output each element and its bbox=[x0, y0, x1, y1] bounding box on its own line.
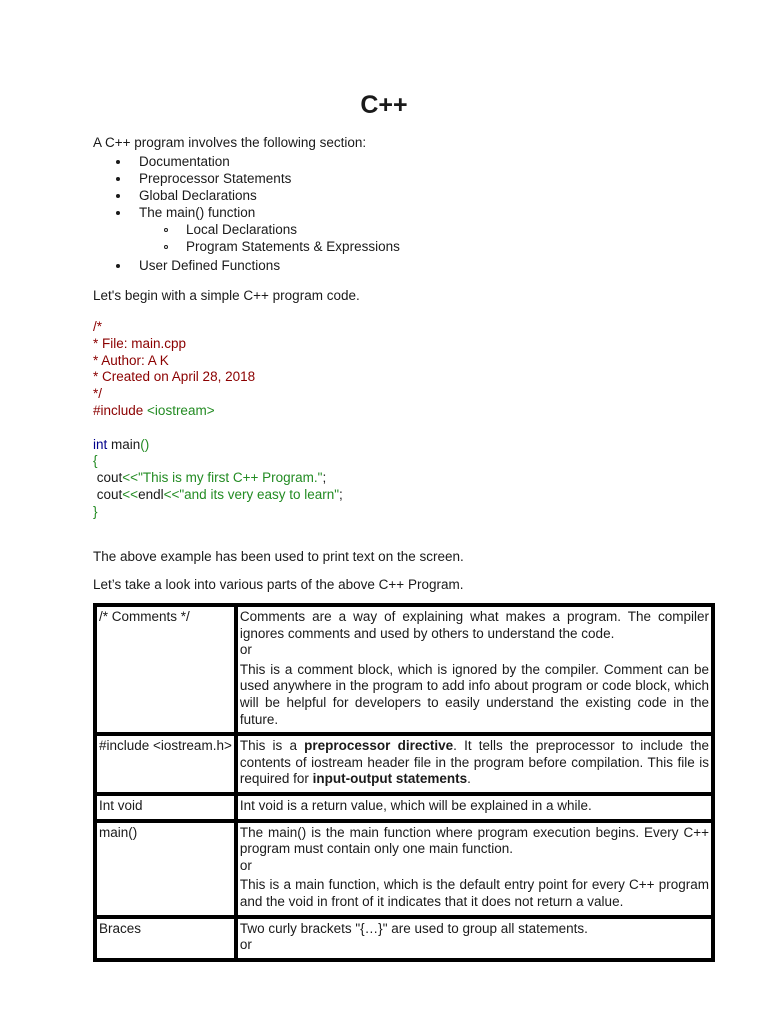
sub-list-item: Local Declarations bbox=[93, 221, 400, 238]
list-item: Documentation bbox=[93, 153, 400, 170]
code-include-keyword: #include bbox=[93, 402, 148, 418]
description-fragment: This is a bbox=[239, 738, 305, 754]
list-item: Global Declarations bbox=[93, 187, 400, 204]
table-row bbox=[96, 916, 712, 959]
code-cout: cout bbox=[93, 486, 123, 502]
list-item: Preprocessor Statements bbox=[93, 170, 400, 187]
code-operator: << bbox=[122, 486, 139, 502]
or-text: or bbox=[239, 642, 252, 658]
code-cout: cout bbox=[93, 470, 123, 486]
program-parts-table bbox=[93, 603, 715, 962]
code-sample bbox=[93, 319, 343, 521]
description-text bbox=[240, 738, 709, 788]
code-main-name: main bbox=[107, 436, 141, 452]
or-text: or bbox=[239, 937, 252, 953]
description-text: Int void is a return value, which will be explained in a while. bbox=[239, 797, 592, 813]
table-row bbox=[96, 606, 712, 733]
sub-list-item: Program Statements & Expressions bbox=[93, 238, 400, 255]
description-cell bbox=[237, 606, 712, 733]
description-cell bbox=[237, 916, 712, 959]
code-comment-line: */ bbox=[93, 386, 103, 402]
code-int-keyword: int bbox=[93, 436, 108, 452]
code-endl: endl bbox=[138, 486, 164, 502]
code-main-parens: () bbox=[140, 436, 150, 452]
term-cell: Int void bbox=[96, 793, 237, 820]
code-comment-line: /* bbox=[93, 319, 103, 334]
description-cell bbox=[237, 793, 712, 820]
description-bold: input-output statements bbox=[312, 771, 468, 787]
code-comment-line: * Created on April 28, 2018 bbox=[93, 369, 256, 385]
term-cell: /* Comments */ bbox=[96, 606, 237, 733]
description-text: The main() is the main function where program execution begins. Every C++ program must contain only one main function. bbox=[239, 824, 709, 857]
description-cell bbox=[237, 733, 712, 793]
intro-text: A C++ program involves the following section: bbox=[93, 135, 367, 150]
term-cell: Braces bbox=[96, 916, 237, 959]
description-bold: preprocessor directive bbox=[304, 738, 454, 754]
table-row bbox=[96, 733, 712, 793]
term-cell: #include <iostream.h> bbox=[96, 733, 237, 793]
term-cell: main() bbox=[96, 820, 237, 916]
lead-text: Let's begin with a simple C++ program code. bbox=[93, 288, 360, 303]
code-operator: << bbox=[122, 470, 139, 486]
code-semicolon: ; bbox=[322, 470, 327, 486]
description-text: Comments are a way of explaining what makes a program. The compiler ignores comments and used by others to understand the code. bbox=[239, 609, 709, 641]
description-fragment: . bbox=[467, 771, 471, 787]
code-operator: << bbox=[163, 486, 180, 502]
code-comment-line: * File: main.cpp bbox=[93, 335, 187, 351]
description-text: This is a comment block, which is ignored by the compiler. Comment can be used anywhere in the program to add info about program or code block, which will be helpful for developers to easily understand the existing code in the future. bbox=[239, 661, 709, 727]
code-semicolon: ; bbox=[339, 486, 343, 502]
table-row bbox=[96, 793, 712, 820]
or-text: or bbox=[239, 857, 252, 873]
code-comment-line: * Author: A K bbox=[93, 352, 169, 368]
list-item: User Defined Functions bbox=[93, 257, 400, 274]
list-item: The main() function bbox=[93, 204, 400, 221]
code-close-brace: } bbox=[93, 503, 98, 519]
code-include-header: <iostream> bbox=[147, 402, 215, 418]
section-list bbox=[93, 153, 400, 274]
page-title: C++ bbox=[360, 91, 408, 119]
code-string: "and its very easy to learn" bbox=[179, 486, 340, 502]
description-text: This is a main function, which is the default entry point for every C++ program and the void in front of it indicates that it does not return a value. bbox=[239, 877, 709, 909]
description-fragment: . It tells the preprocessor to include the contents of iostream header file in the program before compilation. This file is required for bbox=[239, 738, 709, 787]
description-cell bbox=[237, 820, 712, 916]
paragraph: Let’s take a look into various parts of the above C++ Program. bbox=[93, 577, 464, 592]
table-row bbox=[96, 820, 712, 916]
paragraph: The above example has been used to print text on the screen. bbox=[93, 549, 464, 564]
description-text: Two curly brackets "{…}" are used to group all statements. bbox=[239, 920, 588, 936]
code-open-brace: { bbox=[93, 453, 98, 469]
code-string: "This is my first C++ Program." bbox=[138, 470, 323, 486]
